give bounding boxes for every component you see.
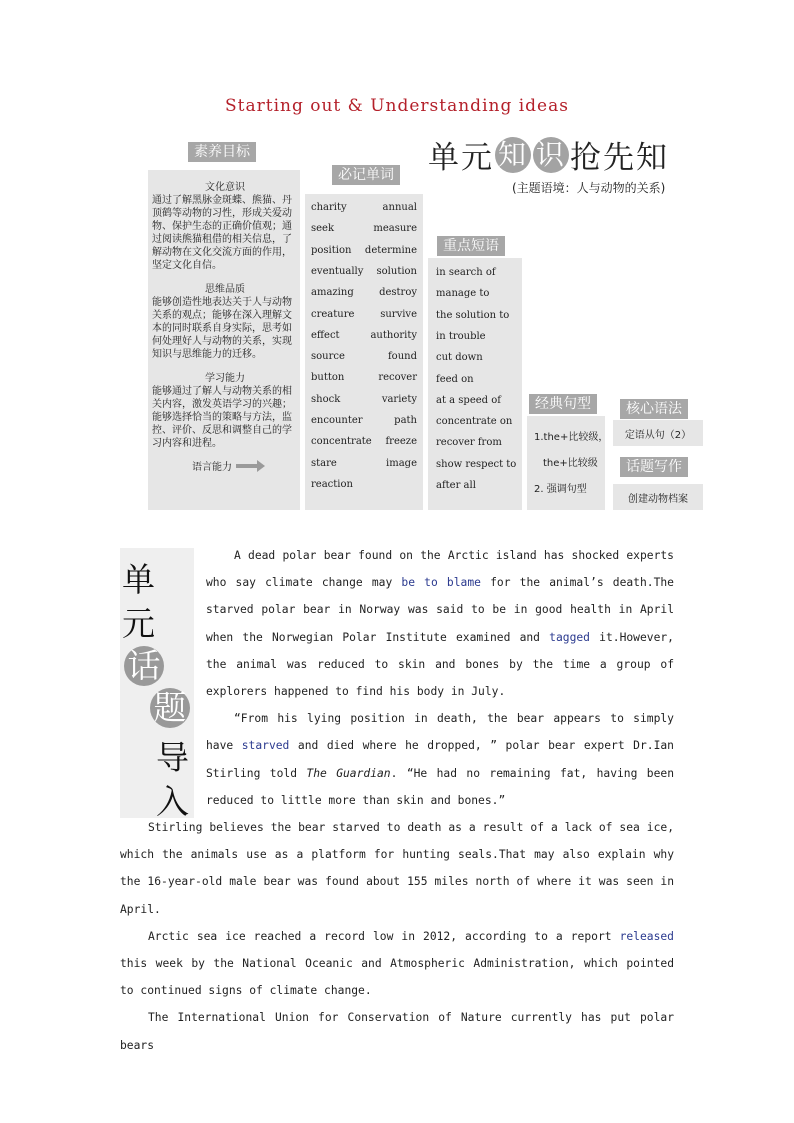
banner-char: 元 (461, 140, 494, 176)
learning-title: 学习能力 (205, 373, 245, 384)
text-run: “From his lying position in death, the bear appears to simply have (206, 712, 674, 753)
vocab-word: position (311, 244, 352, 256)
vocab-word: effect (311, 329, 340, 341)
theme-context: (主题语境：人与动物的关系) (512, 181, 666, 195)
vocab-word: charity (311, 202, 347, 213)
phrase-item: feed on (436, 373, 474, 385)
vocab-word: eventually (311, 265, 364, 277)
vocab-row (311, 479, 417, 490)
vocab-row (311, 458, 417, 469)
vocab-word: reaction (311, 478, 353, 490)
text-run: . “He had no remaining fat, having been reduced to little more than skin and bones.” (206, 766, 674, 807)
highlight-phrase: be to blame (401, 576, 481, 590)
vocab-word: solution (376, 265, 417, 277)
vocab-word: source (311, 351, 345, 363)
thinking-text: 能够创造性地表达关于人与动物关系的观点；能够在深入理解文本的同时联系自身实际，思考如何处理好人与动物的关系，实现知识与思维能力的迁移。 (152, 297, 292, 360)
vocab-row (311, 415, 417, 426)
learning-text: 能够通过了解人与动物关系的相关内容，激发英语学习的兴趣；能够选择恰当的策略与方法，监控、评价、反思和调整自己的学习内容和进程。 (152, 386, 292, 449)
vocab-word: determine (364, 244, 417, 256)
phrase-item: at a speed of (436, 394, 501, 406)
vocab-word: variety (381, 393, 417, 405)
vocab-word: stare (311, 457, 337, 469)
highlight-word: released (619, 929, 674, 943)
phrase-item: in search of (436, 267, 496, 278)
sidebar-char: 导 (156, 738, 189, 777)
text-run: Arctic sea ice reached a record low in 2012, according to a report (148, 929, 620, 943)
vocab-word: recover (378, 372, 417, 384)
phrase-item: after all (436, 480, 476, 491)
vocab-word: authority (370, 329, 417, 341)
vocab-word: measure (373, 223, 417, 235)
phrases-tag: 重点短语 (437, 236, 505, 256)
banner-circle-char: 知 (495, 137, 531, 173)
phrase-item: cut down (436, 352, 483, 364)
writing-tag: 话题写作 (620, 457, 688, 477)
language-label: 语言能力 (192, 462, 232, 473)
pattern-2: 2. 强调句型 (534, 484, 587, 495)
article-paragraph (120, 923, 674, 1005)
culture-text: 通过了解黑脉金斑蝶、熊猫、丹顶鹤等动物的习性，形成关爱动物、保护生态的正确价值观；通过阅读熊猫租借的相关信息，了解动物在文化交流方面的作用，坚定文化自信。 (152, 195, 292, 271)
vocab-row (311, 309, 417, 320)
vocab-row (311, 287, 417, 298)
writing-panel (613, 484, 703, 510)
vocab-word: concentrate (311, 436, 372, 448)
vocab-word: seek (311, 223, 335, 235)
phrase-item: recover from (436, 437, 502, 449)
text-run: A dead polar bear found on the Arctic island has shocked experts who say climate change may (206, 549, 674, 590)
pattern-1: 1.the+比较级， (534, 432, 609, 443)
text-run: this week by the National Oceanic and Atmospheric Administration, which pointed to continued signs of climate change. (120, 957, 674, 998)
patterns-panel (527, 416, 609, 510)
phrase-item: the solution to (436, 309, 510, 321)
vocab-row (311, 436, 417, 447)
publication-name: The Guardian (306, 766, 391, 780)
vocab-tag: 必记单词 (332, 165, 400, 185)
language-ability (152, 458, 298, 473)
vocab-word: amazing (311, 287, 354, 299)
vocab-row (311, 372, 417, 383)
sidebar-char: 入 (156, 782, 189, 821)
vocab-row (311, 202, 417, 213)
sidebar-circle-char: 话 (124, 646, 164, 686)
phrases-panel (428, 258, 522, 510)
culture-title: 文化意识 (205, 182, 245, 193)
pattern-1b: the+比较级 (543, 458, 598, 469)
vocab-row (311, 245, 417, 256)
article-body (120, 814, 674, 1059)
text-run: and died where he dropped, ” polar bear expert Dr.Ian Stirling told (206, 739, 674, 780)
highlight-word: tagged (549, 630, 590, 644)
phrase-item: show respect to (436, 458, 517, 470)
unit-knowledge-banner (428, 132, 669, 177)
vocab-word: annual (382, 202, 417, 213)
vocab-word: creature (311, 308, 355, 320)
phrase-item: concentrate on (436, 416, 513, 428)
sidebar-char: 元 (122, 604, 155, 643)
banner-circle-char: 识 (533, 137, 569, 173)
phrase-item: in trouble (436, 330, 486, 342)
vocab-row (311, 330, 417, 341)
vocab-row (311, 351, 417, 362)
grammar-tag: 核心语法 (620, 399, 688, 419)
vocab-word: button (311, 372, 345, 384)
page-title: Starting out & Understanding ideas (225, 96, 569, 116)
sidebar-char: 单 (122, 560, 155, 599)
banner-char: 单 (428, 140, 461, 176)
literacy-panel (148, 170, 300, 510)
article-paragraph: Stirling believes the bear starved to death as a result of a lack of sea ice, which the animals use as a platform for hunting seals.That may also explain why the 16-year-old male bear was found about 155 miles north of where it was seen in April. (120, 821, 674, 916)
topic-intro-sidebar (120, 548, 194, 821)
vocab-row (311, 394, 417, 405)
grammar-panel (613, 420, 703, 446)
literacy-tag: 素养目标 (188, 142, 256, 162)
writing-text: 创建动物档案 (628, 494, 688, 505)
vocab-word: shock (311, 393, 341, 405)
vocab-row (311, 223, 417, 234)
banner-char: 先 (603, 140, 636, 176)
vocab-word: freeze (385, 436, 417, 448)
vocab-word: survive (380, 308, 417, 320)
article-paragraph (206, 705, 674, 814)
vocab-word: encounter (311, 415, 363, 426)
text-run: it.However, the animal was reduced to skin and bones by the time a group of explorers happened to find his body in July. (206, 630, 674, 699)
arrow-right-icon (236, 464, 258, 468)
phrase-item: manage to (436, 288, 490, 300)
banner-char: 知 (636, 140, 669, 176)
vocab-word: destroy (379, 287, 417, 299)
grammar-text: 定语从句（2） (624, 430, 692, 441)
article-paragraph: The International Union for Conservation of Nature currently has put polar bears (120, 1011, 674, 1052)
text-run: for the animal’s death.The starved polar bear in Norway was said to be in good health in April when the Norwegian Polar Institute examined and (206, 576, 674, 644)
vocab-row (311, 266, 417, 277)
vocab-word: path (394, 415, 417, 426)
highlight-word: starved (241, 739, 290, 753)
vocab-word: found (387, 351, 417, 363)
vocab-panel (305, 194, 423, 510)
thinking-title: 思维品质 (205, 284, 245, 295)
sidebar-circle-char: 题 (150, 688, 190, 728)
patterns-tag: 经典句型 (529, 394, 597, 414)
banner-char: 抢 (570, 140, 603, 176)
vocab-word: image (386, 457, 417, 469)
article-paragraph (206, 542, 674, 705)
article-intro (206, 542, 674, 814)
